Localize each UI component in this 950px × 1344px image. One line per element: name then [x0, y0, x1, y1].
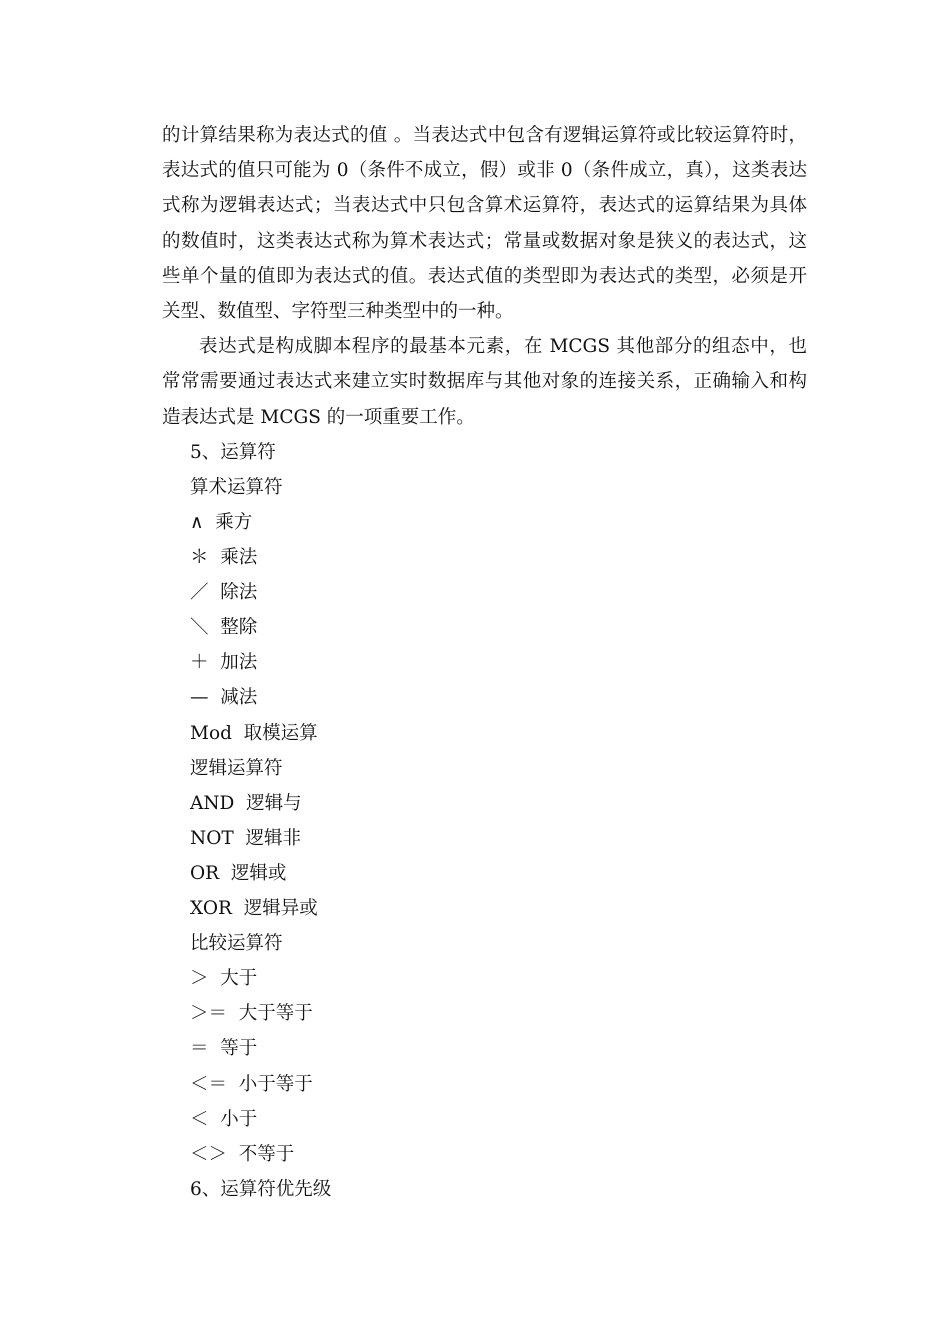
operator-list: [162, 435, 807, 1207]
list-item: NOT 逻辑非: [190, 827, 301, 849]
group-heading-comparison: 比较运算符: [190, 933, 283, 955]
list-item: Mod 取模运算: [190, 722, 318, 744]
document-body: [162, 118, 807, 1207]
paragraph-expression-value: 的计算结果称为表达式的值 。当表达式中包含有逻辑运算符或比较运算符时，表达式的值只可能为 0（条件不成立，假）或非 0（条件成立，真），这类表达式称为逻辑表达式；当表达式中只包含算术运算符，表达式的运算结果为具体的数值时，这类表达式称为算术表达式；常量或数据对象是狭义的表达式，这些单个量的值即为表达式的值。表达式值的类型即为表达式的类型，必须是开关型、数值型、字符型三种类型中的一种。: [162, 125, 807, 323]
list-item: AND 逻辑与: [190, 792, 302, 814]
group-heading-logical: 逻辑运算符: [190, 757, 283, 779]
list-item: ＜＞ 不等于: [190, 1143, 295, 1165]
list-item: ＜＝ 小于等于: [190, 1073, 313, 1095]
section-heading-precedence: 6、运算符优先级: [190, 1178, 332, 1200]
list-item: ＼ 整除: [190, 617, 258, 639]
list-item: ＜ 小于: [190, 1108, 258, 1130]
list-item: OR 逻辑或: [190, 862, 287, 884]
list-item: ＊ 乘法: [190, 547, 258, 569]
section-heading-operators: 5、运算符: [190, 441, 276, 463]
list-item: ＋ 加法: [190, 652, 258, 674]
list-item: ∧ 乘方: [190, 512, 253, 534]
list-item: ／ 除法: [190, 582, 258, 604]
list-item: ＞ 大于: [190, 968, 258, 990]
list-item: — 减法: [190, 687, 258, 709]
group-heading-arithmetic: 算术运算符: [190, 476, 283, 498]
paragraph-expression-role: 表达式是构成脚本程序的最基本元素，在 MCGS 其他部分的组态中，也常常需要通过表达式来建立实时数据库与其他对象的连接关系，正确输入和构造表达式是 MCGS 的一项重要工作。: [162, 336, 807, 428]
list-item: XOR 逻辑异或: [190, 898, 318, 920]
list-item: ＞＝ 大于等于: [190, 1003, 313, 1025]
list-item: ＝ 等于: [190, 1038, 258, 1060]
